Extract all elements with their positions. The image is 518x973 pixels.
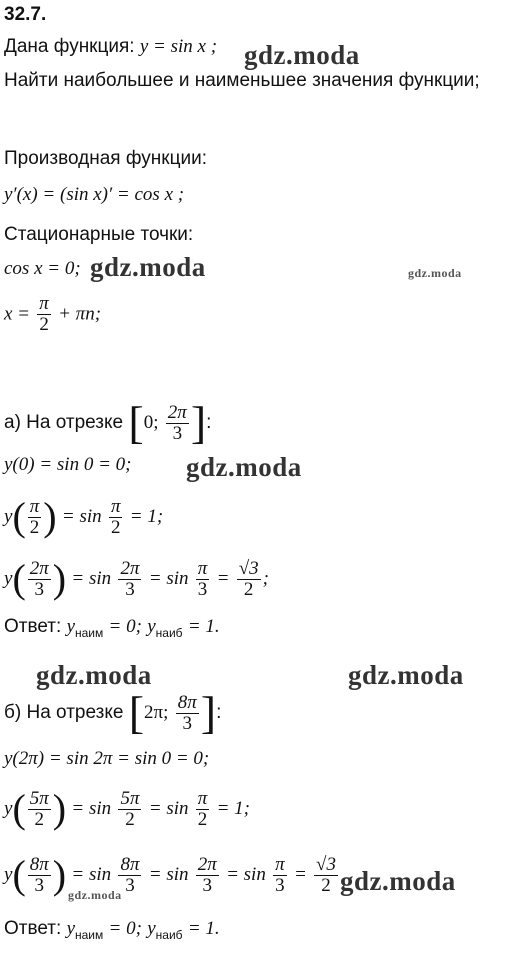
given-label: Дана функция: [4,36,135,57]
part-a-line1: y(0) = sin 0 = 0; [4,454,132,475]
given-line [4,36,217,58]
part-b-line3: y( $\frac{8\pi}{3}$ ) = sin $\frac{8\pi}{3}$ = sin $\frac{2\pi}{3}$ = sin $\frac{\pi}{3}$ = $\frac{√3}{2}$ [4,852,336,897]
interval-left: 2π; [144,702,169,724]
part-b-answer: Ответ: $y_{наим} = 0$; $y_{наиб} = 1$. [4,918,220,942]
watermark: gdz.moda [348,660,464,690]
interval-right-fraction: $\frac{2\pi}{3}$ [167,401,187,444]
part-a-heading [4,397,212,448]
part-b-label: б) На отрезке [4,702,124,724]
part-a-line3: y( $\frac{2\pi}{3}$ ) = sin $\frac{2\pi}{3}$ = sin $\frac{\pi}{3}$ = $\frac{√3}{2}$ ; [4,556,269,601]
colon: : [216,702,222,724]
part-b-heading [4,687,222,738]
given-formula: y = sin x ; [139,36,218,57]
watermark: gdz.moda [244,40,360,70]
part-a-answer: Ответ: $y_{наим} = 0$; $y_{наиб} = 1$. [4,616,220,640]
x-lhs: x = [4,303,31,325]
left-bracket: [ [128,397,144,448]
watermark: gdz.moda [90,252,206,282]
watermark: gdz.moda [408,266,462,280]
part-b-line2: y( $\frac{5\pi}{2}$ ) = sin $\frac{5\pi}{2}$ = sin $\frac{\pi}{2}$ = 1; [4,786,250,831]
derivative-label: Производная функции: [4,148,207,169]
part-a-label: а) На отрезке [4,412,124,434]
problem-number: 32.7. [4,4,47,25]
interval-left: 0; [143,412,159,434]
colon: : [206,412,212,434]
stationary-solution [4,294,101,335]
pi-over-2-fraction: $\frac{\pi}{2}$ [39,293,49,335]
right-bracket: ] [200,687,217,738]
derivative-formula: y′(x) = (sin x)′ = cos x ; [4,184,185,205]
watermark: gdz.moda [340,866,456,896]
watermark: gdz.moda [186,452,302,482]
part-a-line2: y( $\frac{\pi}{2}$ ) = sin $\frac{\pi}{2}$ = 1; [4,494,164,539]
part-b-line1: y(2π) = sin 2π = sin 0 = 0; [4,748,210,769]
x-rhs: + πn; [58,303,102,325]
watermark: gdz.moda [36,660,152,690]
stationary-label: Стационарные точки: [4,224,194,245]
stationary-equation: cos x = 0; [4,258,81,279]
interval-right-fraction: $\frac{8\pi}{3}$ [177,691,197,734]
watermark: gdz.moda [68,888,122,902]
right-bracket: ] [190,397,207,448]
task-text: Найти наибольшее и наименьшее значения функции; [4,70,480,91]
left-bracket: [ [128,687,145,738]
